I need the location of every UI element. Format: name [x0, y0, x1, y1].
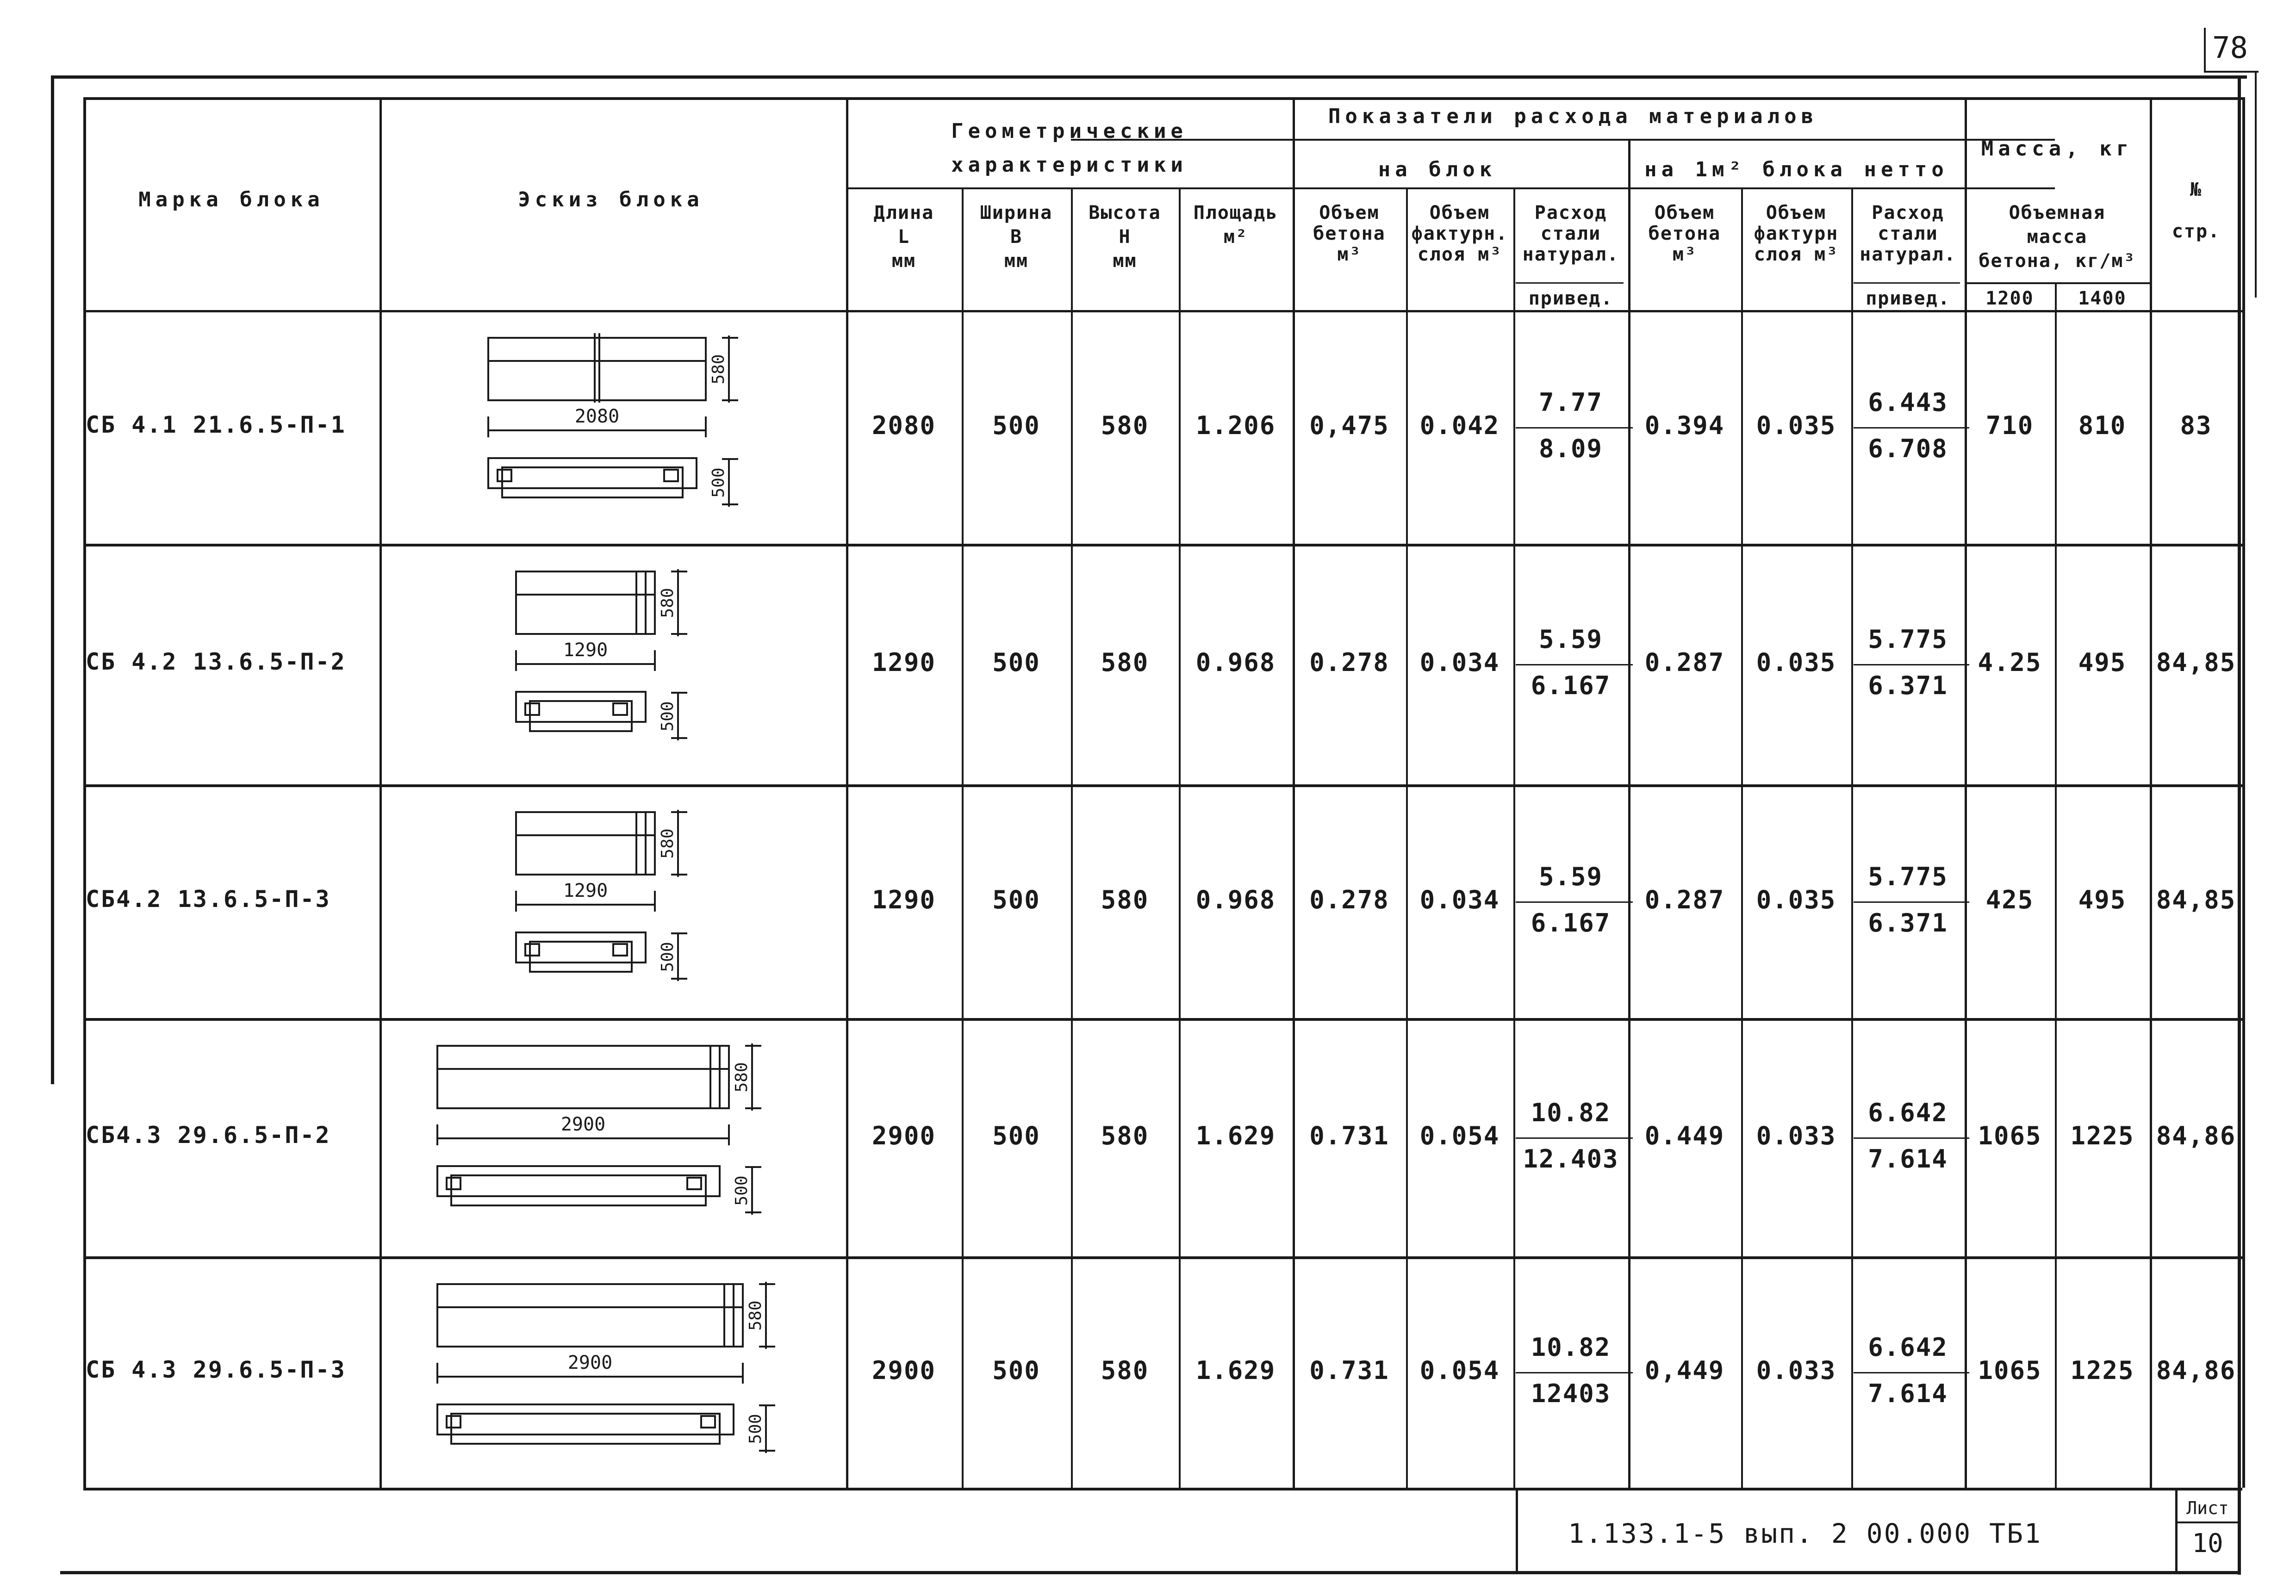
header-vol-facing-0: Объем: [1429, 202, 1490, 224]
cell-vol-concrete-0: 0,475: [1309, 410, 1389, 440]
cell-steel-reduced-3: 12.403: [1523, 1144, 1619, 1174]
header-page-2: стр.: [2172, 221, 2221, 242]
cell-mass-1200-1: 4.25: [1978, 648, 2042, 677]
cell-vol-facing2-3: 0.033: [1756, 1121, 1836, 1150]
cell-page-2: 84,85: [2156, 885, 2236, 914]
header-vol-facing-1: фактурн.: [1411, 223, 1508, 244]
cell-vol-facing-1: 0.034: [1419, 648, 1500, 677]
header-steel2-rule: [1854, 282, 1960, 284]
table-top: [83, 97, 2242, 100]
sheet-box-mid: [2175, 1521, 2240, 1523]
grid-line-v: [1179, 187, 1181, 1488]
cell-vol-facing-3: 0.054: [1419, 1121, 1500, 1150]
cell-vol-facing2-4: 0.033: [1756, 1356, 1836, 1385]
sketch-width-label-4: 500: [746, 1414, 765, 1444]
block-sketch-4: [433, 1256, 812, 1488]
grid-line-v: [1071, 187, 1073, 1488]
header-length-0: Длина: [873, 202, 934, 224]
fraction-rule: [1516, 901, 1633, 903]
page-number-box-bottom: [2204, 71, 2259, 73]
cell-steel2-natural-0: 6.443: [1868, 387, 1948, 417]
fraction-rule: [1516, 427, 1633, 428]
header-vol-concrete-0: Объем: [1319, 202, 1380, 224]
fraction-rule: [1854, 427, 1969, 428]
cell-page-0: 83: [2180, 410, 2212, 440]
row-separator: [83, 784, 2242, 787]
cell-steel2-reduced-2: 6.371: [1868, 908, 1948, 938]
cell-area-0: 1.206: [1195, 410, 1276, 440]
cell-width-3: 500: [992, 1121, 1040, 1150]
header-vol-concrete-2: м³: [1337, 244, 1362, 265]
header-vol-facing2-0: Объем: [1766, 202, 1827, 224]
sketch-length-label-0: 2080: [574, 406, 620, 427]
cell-vol-concrete-4: 0.731: [1309, 1356, 1389, 1385]
header-width-0: Ширина: [980, 202, 1053, 224]
cell-steel-natural-3: 10.82: [1531, 1098, 1611, 1127]
sketch-height-label-1: 580: [658, 588, 677, 618]
header-width-1: B: [1010, 226, 1023, 248]
grid-line-v: [1965, 97, 1967, 1488]
fraction-rule: [1854, 901, 1969, 903]
header-height-1: H: [1119, 226, 1131, 248]
grid-line-v: [1741, 187, 1743, 1488]
cell-mass-1400-3: 1225: [2070, 1121, 2134, 1150]
header-mass: Масса, кг: [1981, 137, 2134, 161]
page-number-box-left: [2204, 28, 2206, 72]
header-density-1: масса: [2027, 226, 2088, 248]
header-steel-reduced2: привед.: [1866, 288, 1950, 309]
density-subline: [1965, 282, 2150, 284]
grid-line-v: [1851, 187, 1853, 1488]
cell-vol-concrete-2: 0.278: [1309, 885, 1389, 914]
block-sketch-2: [511, 784, 724, 1018]
header-area-0: Площадь: [1193, 202, 1278, 224]
cell-area-1: 0.968: [1195, 648, 1276, 677]
sketch-width-label-3: 500: [732, 1175, 751, 1206]
sketch-length-label-4: 2900: [567, 1352, 613, 1373]
fraction-rule: [1854, 1137, 1969, 1139]
cell-mass-1400-2: 495: [2078, 885, 2127, 914]
cell-steel2-reduced-3: 7.614: [1868, 1144, 1948, 1174]
block-sketch-1: [511, 544, 724, 784]
cell-length-1: 1290: [871, 648, 936, 677]
cell-mass-1200-3: 1065: [1978, 1121, 2042, 1150]
header-steel-rule: [1516, 282, 1624, 284]
sketch-length-label-2: 1290: [563, 880, 608, 901]
row-separator: [83, 1018, 2242, 1021]
cell-steel-natural-1: 5.59: [1538, 625, 1603, 654]
block-mark-0: СБ 4.1 21.6.5-П-1: [86, 411, 346, 438]
cell-height-2: 580: [1101, 885, 1149, 914]
header-per-m2: на 1м² блока нетто: [1644, 158, 1948, 181]
cell-mass-1200-4: 1065: [1978, 1356, 2042, 1385]
grid-line-v: [1513, 187, 1515, 1488]
header-line-1: [1071, 139, 2055, 141]
block-mark-2: СБ4.2 13.6.5-П-3: [86, 885, 331, 913]
header-width-2: мм: [1004, 250, 1029, 272]
sketch-width-label-1: 500: [658, 701, 677, 732]
grid-line-v: [1628, 139, 1630, 1488]
frame-top: [51, 75, 2247, 79]
grid-line-v: [1406, 187, 1408, 1488]
cell-vol-facing-4: 0.054: [1419, 1356, 1500, 1385]
sheet-value: 10: [2192, 1528, 2223, 1559]
cell-length-4: 2900: [871, 1356, 936, 1385]
table-left: [83, 97, 86, 1488]
cell-vol-concrete-3: 0.731: [1309, 1121, 1389, 1150]
cell-area-3: 1.629: [1195, 1121, 1276, 1150]
block-mark-4: СБ 4.3 29.6.5-П-3: [86, 1356, 346, 1383]
header-steel-0: Расход: [1534, 202, 1607, 224]
cell-vol-concrete2-4: 0,449: [1644, 1356, 1725, 1385]
sheet-box-left: [2175, 1488, 2178, 1572]
header-length-1: L: [897, 226, 910, 248]
fraction-rule: [1854, 1372, 1969, 1373]
cell-length-3: 2900: [871, 1121, 936, 1150]
cell-area-4: 1.629: [1195, 1356, 1276, 1385]
cell-steel-natural-0: 7.77: [1538, 387, 1603, 417]
row-separator: [83, 1256, 2242, 1259]
header-vol-facing2-2: слоя м³: [1754, 244, 1839, 265]
grid-line-v: [846, 97, 848, 1488]
header-area-1: м²: [1223, 226, 1248, 248]
cell-steel2-natural-3: 6.642: [1868, 1098, 1948, 1127]
cell-vol-concrete2-2: 0.287: [1644, 885, 1725, 914]
footer-bottom-line: [60, 1571, 2240, 1574]
header-density-1400: 1400: [2078, 288, 2127, 309]
fraction-rule: [1516, 1372, 1633, 1373]
header-vol-facing2-1: фактурн: [1754, 223, 1839, 244]
cell-mass-1200-2: 425: [1985, 885, 2034, 914]
cell-width-4: 500: [992, 1356, 1040, 1385]
grid-line-v: [1293, 97, 1295, 1488]
cell-vol-concrete-1: 0.278: [1309, 648, 1389, 677]
grid-line-v: [380, 97, 382, 1488]
cell-steel-reduced-0: 8.09: [1538, 434, 1603, 463]
cell-width-2: 500: [992, 885, 1040, 914]
cell-height-3: 580: [1101, 1121, 1149, 1150]
cell-length-0: 2080: [871, 410, 936, 440]
header-page-1: №: [2190, 179, 2203, 200]
sketch-height-label-2: 580: [658, 828, 677, 859]
cell-vol-facing-2: 0.034: [1419, 885, 1500, 914]
header-mark: Марка блока: [138, 188, 324, 211]
cell-area-2: 0.968: [1195, 885, 1276, 914]
sketch-height-label-4: 580: [746, 1300, 765, 1331]
frame-left: [51, 75, 54, 1084]
cell-vol-facing-0: 0.042: [1419, 410, 1500, 440]
row-separator: [83, 544, 2242, 546]
cell-mass-1400-4: 1225: [2070, 1356, 2134, 1385]
header-density-1200: 1200: [1985, 288, 2034, 309]
header-length-2: мм: [891, 250, 916, 272]
cell-height-0: 580: [1101, 410, 1149, 440]
cell-height-1: 580: [1101, 648, 1149, 677]
block-sketch-3: [433, 1018, 798, 1256]
grid-line-v: [962, 187, 964, 1488]
header-steel2-0: Расход: [1872, 202, 1944, 224]
cell-mass-1200-0: 710: [1985, 410, 2034, 440]
header-density-2: бетона, кг/м³: [1979, 250, 2136, 272]
cell-steel-natural-4: 10.82: [1531, 1333, 1611, 1362]
cell-steel2-natural-2: 5.775: [1868, 862, 1948, 891]
header-vol-concrete2-0: Объем: [1654, 202, 1715, 224]
cell-vol-facing2-1: 0.035: [1756, 648, 1836, 677]
header-geom-2: характеристики: [951, 153, 1188, 177]
cell-width-0: 500: [992, 410, 1040, 440]
row-separator: [83, 1488, 2242, 1490]
cell-steel-reduced-4: 12403: [1531, 1379, 1611, 1408]
cell-steel2-reduced-1: 6.371: [1868, 671, 1948, 700]
header-steel-2: натурал.: [1522, 244, 1619, 265]
block-sketch-0: [484, 310, 775, 544]
cell-steel2-reduced-4: 7.614: [1868, 1379, 1948, 1408]
sketch-width-label-2: 500: [658, 942, 677, 972]
cell-mass-1400-1: 495: [2078, 648, 2127, 677]
cell-steel2-natural-1: 5.775: [1868, 625, 1948, 654]
header-geom-1: Геометрические: [951, 119, 1188, 143]
sheet-number: 78: [2212, 31, 2248, 65]
block-mark-1: СБ 4.2 13.6.5-П-2: [86, 648, 346, 675]
header-height-2: мм: [1113, 250, 1137, 272]
stamp-divider: [1516, 1488, 1518, 1572]
header-height-0: Высота: [1089, 202, 1161, 224]
header-steel2-1: стали: [1878, 223, 1938, 244]
cell-steel2-reduced-0: 6.708: [1868, 434, 1948, 463]
cell-steel-reduced-1: 6.167: [1531, 671, 1611, 700]
header-bottom: [846, 310, 2057, 312]
cell-vol-concrete2-3: 0.449: [1644, 1121, 1725, 1150]
cell-steel2-natural-4: 6.642: [1868, 1333, 1948, 1362]
frame-right: [2238, 75, 2241, 1575]
grid-line-v: [2055, 282, 2057, 1488]
right-frame-line: [2255, 71, 2257, 298]
header-steel-1: стали: [1540, 223, 1601, 244]
grid-line-v: [2150, 97, 2152, 1488]
cell-steel-reduced-2: 6.167: [1531, 908, 1611, 938]
header-per-block: на блок: [1378, 158, 1497, 181]
cell-page-4: 84,86: [2156, 1356, 2236, 1385]
header-vol-facing-2: слоя м³: [1417, 244, 1502, 265]
header-steel-reduced: привед.: [1528, 288, 1613, 309]
cell-height-4: 580: [1101, 1356, 1149, 1385]
cell-vol-facing2-0: 0.035: [1756, 410, 1836, 440]
header-line-2: [846, 187, 1293, 189]
header-vol-concrete2-1: бетона: [1648, 223, 1721, 244]
cell-page-1: 84,85: [2156, 648, 2236, 677]
sketch-height-label-0: 580: [709, 354, 728, 385]
document-code: 1.133.1-5 вып. 2 00.000 ТБ1: [1568, 1518, 2042, 1549]
fraction-rule: [1854, 664, 1969, 665]
cell-length-2: 1290: [871, 885, 936, 914]
sketch-length-label-3: 2900: [560, 1114, 606, 1135]
sketch-height-label-3: 580: [732, 1062, 751, 1093]
sheet-label: Лист: [2186, 1498, 2229, 1518]
sketch-width-label-0: 500: [709, 467, 728, 498]
fraction-rule: [1516, 664, 1633, 665]
cell-mass-1400-0: 810: [2078, 410, 2127, 440]
cell-width-1: 500: [992, 648, 1040, 677]
fraction-rule: [1516, 1137, 1633, 1139]
header-vol-concrete-1: бетона: [1313, 223, 1386, 244]
cell-vol-concrete2-1: 0.287: [1644, 648, 1725, 677]
header-steel2-2: натурал.: [1860, 244, 1956, 265]
cell-page-3: 84,86: [2156, 1121, 2236, 1150]
table-right: [2242, 97, 2245, 1488]
header-vol-concrete2-2: м³: [1672, 244, 1697, 265]
header-density-0: Объемная: [2009, 202, 2106, 224]
header-materials: Показатели расхода материалов: [1328, 105, 1818, 128]
sketch-length-label-1: 1290: [563, 640, 608, 661]
cell-steel-natural-2: 5.59: [1538, 862, 1603, 891]
header-sketch: Эскиз блока: [518, 188, 704, 211]
header-bottom-right: [2055, 310, 2242, 312]
block-mark-3: СБ4.3 29.6.5-П-2: [86, 1121, 331, 1149]
cell-vol-concrete2-0: 0.394: [1644, 410, 1725, 440]
cell-vol-facing2-2: 0.035: [1756, 885, 1836, 914]
